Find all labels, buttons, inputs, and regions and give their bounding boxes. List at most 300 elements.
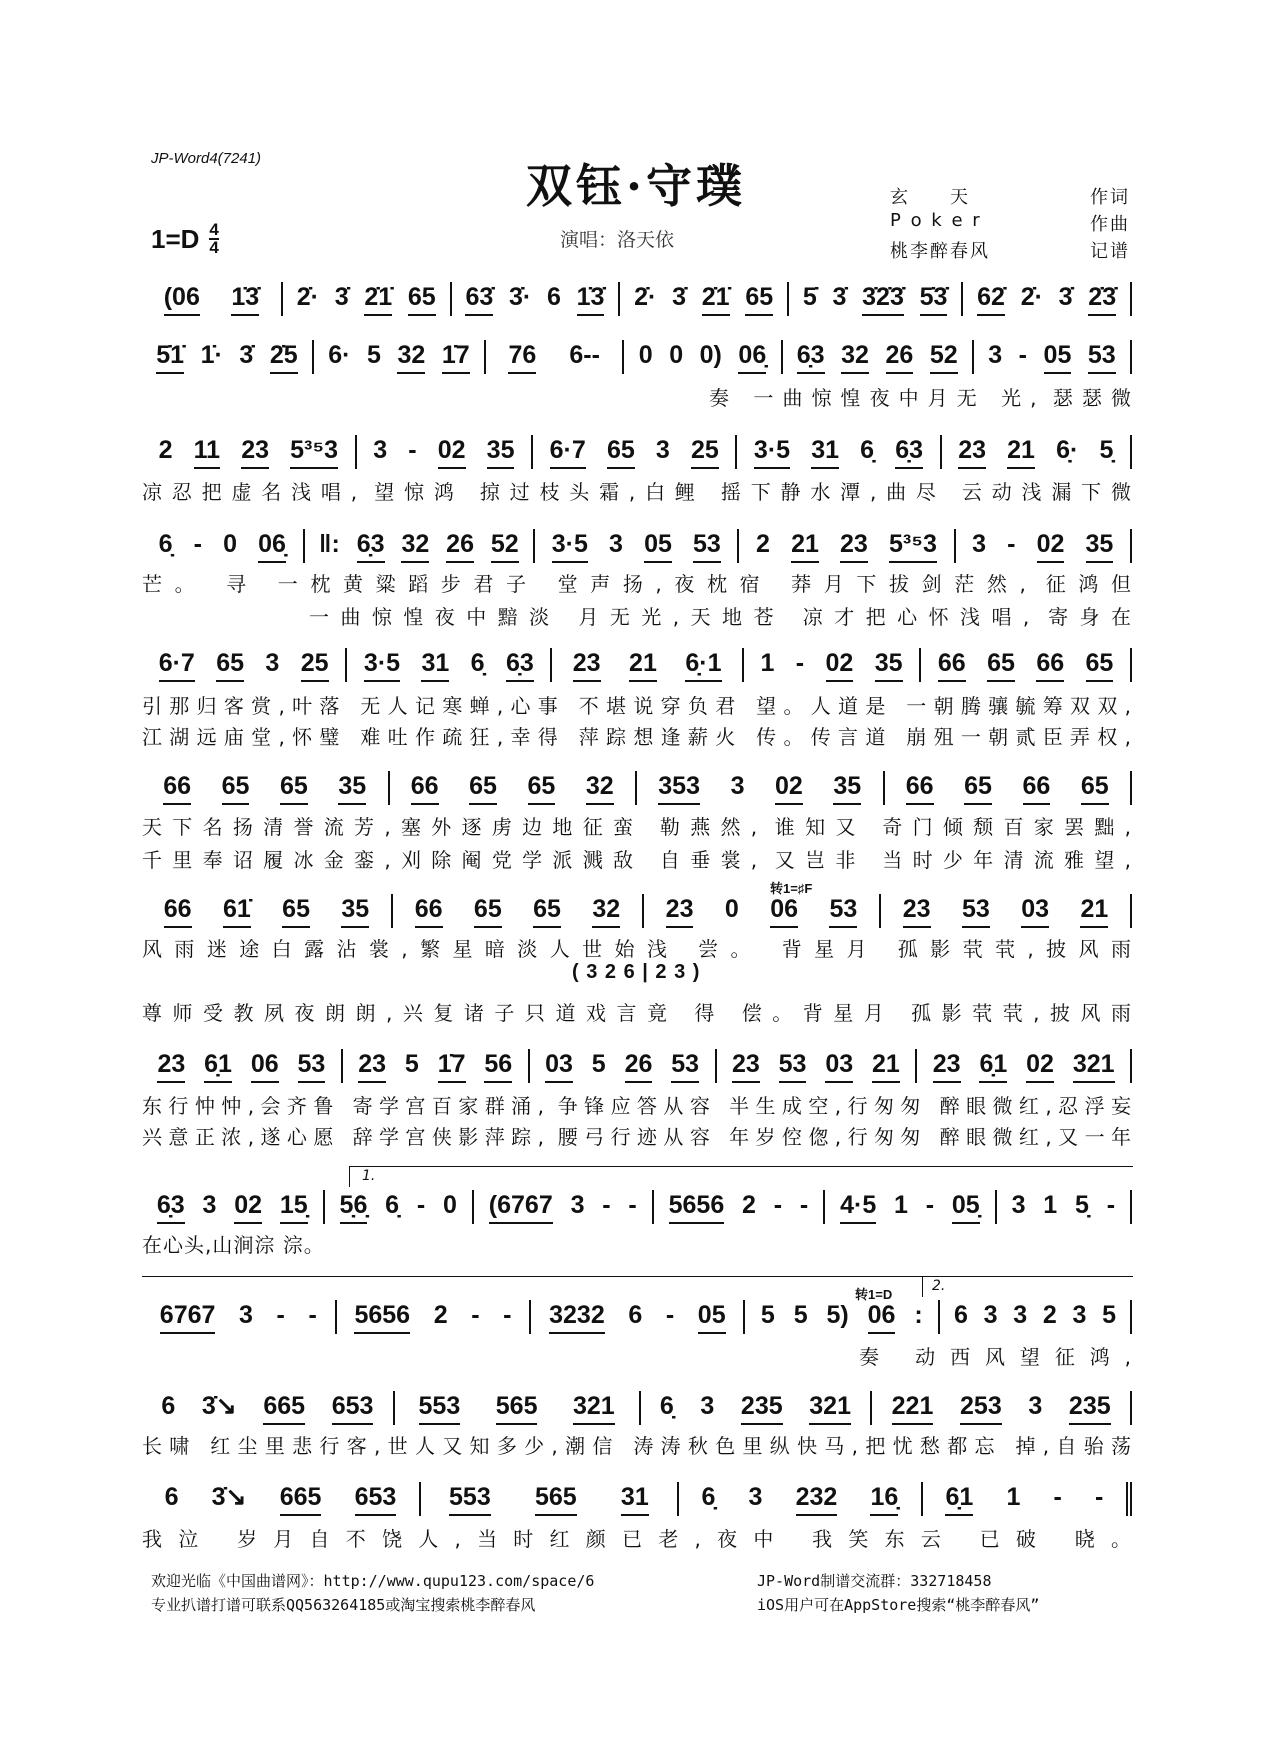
note-group: 23 — [732, 1050, 760, 1083]
note-group: 53 — [1088, 341, 1116, 374]
note-group: 06̣ — [738, 341, 766, 374]
lyric-line: 在心头,山涧淙 淙。 — [142, 1233, 325, 1257]
note-group: 02 — [234, 1191, 262, 1224]
time-signature — [209, 222, 218, 256]
note-group: 05 — [644, 530, 672, 563]
note-group: 06 — [770, 895, 798, 928]
music-system — [142, 1391, 1132, 1425]
note-group: 221 — [892, 1392, 934, 1425]
lyric-line: 一曲惊惶夜中黯淡 月无光,天地苍 凉才把心怀浅唱, 寄身在 — [309, 605, 1132, 629]
note-group: 6̣ — [860, 436, 875, 464]
note-group: 26 — [446, 530, 474, 563]
note-group: 03 — [545, 1050, 573, 1083]
note-group: - — [1018, 341, 1027, 369]
note-group: 6 — [161, 1392, 176, 1420]
measure — [142, 282, 283, 316]
note-group: 0 — [638, 341, 653, 369]
music-system — [142, 1300, 1132, 1334]
note-group: 5 — [793, 1301, 808, 1329]
note-group: 06̣ — [258, 530, 286, 563]
note-group: 6 — [164, 1483, 179, 1511]
measure — [142, 894, 393, 928]
measure — [533, 435, 737, 469]
measure — [531, 1300, 745, 1334]
lyric-line: 芒。 寻 一枕黄粱蹈步君子 堂声扬,夜枕宿 莽月下拔剑茫然, 征鸿但 — [142, 572, 1132, 596]
note-group: - — [408, 436, 417, 464]
note-group: 66 — [164, 895, 192, 928]
note-group: 5̇1̇ — [156, 341, 184, 374]
note-group: 3 — [988, 341, 1003, 369]
note-group: 3 — [748, 1483, 763, 1511]
note-group: 653 — [332, 1392, 374, 1425]
note-group: - — [193, 530, 202, 558]
measure — [390, 771, 638, 805]
note-group: 23 — [358, 1050, 386, 1083]
note-group: 06 — [868, 1301, 896, 1334]
note-group: 31 — [811, 436, 839, 469]
note-group: 53 — [693, 530, 721, 563]
note-group: 5̇3̇ — [920, 283, 948, 316]
credit-role: 作词 — [1090, 187, 1130, 208]
note-group: 353 — [658, 772, 700, 805]
music-system — [142, 1482, 1132, 1516]
measure — [872, 1391, 1132, 1425]
lyric-line: 凉忍把虚名浅唱, 望惊鸿 掠过枝头霜,白鲤 摇下静水潭,曲尽 云动浅漏下微 — [142, 480, 1132, 504]
note-group: 5 — [404, 1050, 419, 1078]
note-group: 2̇· — [634, 283, 657, 311]
note-group: 53 — [671, 1050, 699, 1083]
footer-site: 欢迎光临《中国曲谱网》：http://www.qupu123.com/space/6 — [151, 1572, 595, 1590]
measure — [552, 648, 743, 682]
note-group: 5 — [591, 1050, 606, 1078]
note-group: 1 — [760, 649, 775, 677]
note-group: 3̇ — [334, 283, 349, 311]
note-group: 6· — [328, 341, 351, 369]
note-group: 02 — [826, 649, 854, 682]
note-group: 2 — [742, 1191, 756, 1219]
note-group: 31 — [621, 1483, 649, 1516]
note-group: 23 — [903, 895, 931, 928]
music-system — [142, 435, 1132, 469]
credit-role: 记谱 — [1090, 241, 1130, 262]
note-group: - — [308, 1301, 317, 1329]
note-group: 6 — [546, 283, 561, 311]
note-group: 0 — [724, 895, 739, 923]
note-group: 3̇2̇3̇ — [862, 283, 904, 316]
note-group: 66 — [1023, 772, 1051, 805]
measure — [347, 648, 552, 682]
note-group: 23 — [958, 436, 986, 469]
note-group: 3 — [655, 436, 670, 464]
note-group: 3̇· — [509, 283, 532, 311]
note-group: 2̇5 — [270, 341, 298, 374]
music-system — [142, 1190, 1132, 1224]
note-group: 3̇↘ — [211, 1483, 247, 1511]
lyric-line: 尊师受教夙夜朗朗,兴复诸子只道戏言竟 得 偿。背星月 孤影茕茕,披风雨 — [142, 1001, 1132, 1025]
measure — [963, 282, 1132, 316]
note-group: 3·5 — [754, 436, 790, 469]
credit-lyricist — [890, 183, 1130, 209]
note-group: 35 — [338, 772, 366, 805]
note-group: 6̣ — [385, 1191, 400, 1219]
note-group: 02 — [775, 772, 803, 805]
note-group: 02 — [438, 436, 466, 469]
note-group: 3·5 — [364, 649, 400, 682]
note-group: 66 — [1036, 649, 1064, 682]
note-group: 2̇· — [1020, 283, 1043, 311]
measure — [142, 1391, 395, 1425]
note-group: 5³⁵3 — [290, 436, 338, 469]
note-group: 2 — [756, 530, 770, 558]
note-group: 23 — [840, 530, 868, 563]
note-group: - — [799, 1191, 809, 1219]
credit-composer — [890, 210, 1130, 236]
note-group: 3̇ — [832, 283, 847, 311]
note-group: 565 — [535, 1483, 577, 1516]
measure — [620, 282, 789, 316]
note-group: 52 — [491, 530, 519, 563]
note-group: 16̣ — [870, 1483, 898, 1516]
note-group: 05̣ — [952, 1191, 980, 1224]
note-group: - — [665, 1301, 675, 1329]
note-group: 65 — [1081, 772, 1109, 805]
note-group: 5̇ — [802, 283, 817, 311]
measure — [142, 1049, 343, 1083]
note-group: 03 — [1021, 895, 1049, 928]
note-group: - — [795, 649, 805, 677]
note-group: 5̣ — [1099, 436, 1114, 464]
note-group: - — [503, 1301, 512, 1329]
note-group: 02 — [1037, 530, 1065, 563]
note-group: 235 — [1069, 1392, 1111, 1425]
note-group: 2̇1̇ — [364, 283, 392, 316]
note-group: 5 — [367, 341, 381, 369]
note-group: 0 — [223, 530, 237, 558]
note-group: 2 — [158, 436, 173, 464]
key-signature — [151, 222, 219, 256]
measure — [142, 1300, 337, 1334]
note-group: 6̣3 — [506, 649, 534, 682]
note-group: 665 — [280, 1483, 322, 1516]
note-group: 65 — [987, 649, 1015, 682]
first-ending-label: 1. — [362, 1168, 376, 1184]
measure — [885, 771, 1133, 805]
note-group: 3 — [373, 436, 388, 464]
note-group: 35 — [833, 772, 861, 805]
note-group: 5̣ — [1075, 1191, 1089, 1219]
measure — [283, 282, 452, 316]
note-group: 1 — [1006, 1483, 1021, 1511]
singer: 演唱：洛天依 — [560, 229, 675, 251]
first-ending-bracket — [349, 1166, 1133, 1187]
note-group: 23 — [573, 649, 601, 682]
measure — [305, 529, 536, 563]
note-group: 5656 — [354, 1301, 410, 1334]
lyric-line: 我泣 岁月自不饶人,当时红颜已老,夜中 我笑东云 已破 晓。 — [142, 1527, 1132, 1551]
note-group: 235 — [741, 1392, 783, 1425]
note-group: 32 — [841, 341, 869, 374]
lyric-line: 江湖远庙堂,怀璧 难吐作疏狂,幸得 萍踪想逢薪火 传。传言道 崩殂一朝贰臣弄权, — [142, 725, 1132, 749]
measure — [637, 771, 885, 805]
measure — [717, 1049, 918, 1083]
note-group: 65 — [282, 895, 310, 928]
note-group: 52 — [930, 341, 958, 374]
note-group: 3 — [700, 1392, 715, 1420]
note-group: 2 — [433, 1301, 448, 1329]
note-group: 6̣3 — [357, 530, 385, 563]
note-group: 6̣1 — [945, 1483, 973, 1516]
note-group: 23 — [241, 436, 269, 469]
measure — [783, 340, 974, 374]
key-label: 1=D — [151, 223, 200, 254]
note-group: 65 — [280, 772, 308, 805]
note-group: 35 — [341, 895, 369, 928]
measure — [314, 340, 486, 374]
note-group: - — [1053, 1483, 1062, 1511]
measure — [940, 1300, 1132, 1334]
music-system — [142, 529, 1132, 563]
measure — [679, 1482, 923, 1516]
note-group: 3̇↘ — [201, 1392, 237, 1420]
credit-name: 桃李醉春风 — [890, 241, 990, 262]
measure — [921, 648, 1132, 682]
note-group: - — [416, 1191, 426, 1219]
note-group: 21 — [872, 1050, 900, 1083]
measure — [644, 894, 881, 928]
note-group: 26 — [625, 1050, 653, 1083]
note-group: 63̇ — [465, 283, 493, 316]
note-group: 6̣ — [158, 530, 173, 558]
note-group: 23 — [666, 895, 694, 928]
lyric-line: 东行忡忡,会齐鲁 寄学宫百家群涌, 争锋应答从容 半生成空,行匆匆 醉眼微红,忍浮妄 — [142, 1094, 1132, 1118]
note-group: 6 — [953, 1301, 968, 1329]
note-group: 3̇ — [1058, 283, 1073, 311]
lyric-line: 引那归客赏,叶落 无人记寒蝉,心事 不堪说穿负君 望。人道是 一朝腾骧毓筹双双, — [142, 694, 1132, 718]
note-group: 6̣ — [470, 649, 485, 677]
second-ending-label: 2. — [932, 1278, 946, 1294]
note-group: 53 — [298, 1050, 326, 1083]
note-group: - — [602, 1191, 611, 1219]
note-group: 1̇3̇ — [231, 283, 259, 316]
note-group: 665 — [263, 1392, 305, 1425]
music-system — [142, 894, 1132, 928]
music-system — [142, 1049, 1132, 1083]
note-group: 6̣3 — [797, 341, 825, 374]
note-group: 11 — [194, 436, 220, 469]
note-group: 66 — [906, 772, 934, 805]
measure — [917, 1049, 1132, 1083]
note-group: 6̣· — [1056, 436, 1079, 464]
note-group: 21 — [791, 530, 819, 563]
note-group: 66 — [163, 772, 191, 805]
credit-transcriber — [890, 237, 1130, 263]
lyric-line: 长啸 红尘里悲行客,世人又知多少,潮信 涛涛秋色里纵快马,把忧愁都忘 掉,自骀荡 — [142, 1434, 1132, 1458]
note-group: 6̣ — [701, 1483, 716, 1511]
measure — [142, 340, 314, 374]
note-group: 1̇7 — [442, 341, 470, 374]
note-group: 65 — [964, 772, 992, 805]
measure — [142, 771, 390, 805]
note-group: 553 — [419, 1392, 461, 1425]
note-group: 65 — [607, 436, 635, 469]
alternate-ending-notes: ( 3 2 6 | 2 3 ) — [572, 961, 701, 983]
note-group: 1 — [894, 1191, 908, 1219]
note-group: 0 — [443, 1191, 457, 1219]
note-group: 32 — [592, 895, 620, 928]
key-change-marking: 转1=D — [855, 1287, 893, 1302]
note-group: 4·5 — [840, 1191, 876, 1224]
note-group: 5 — [1102, 1301, 1117, 1329]
note-group: 321 — [809, 1392, 851, 1425]
measure — [486, 340, 625, 374]
note-group: 3 — [239, 1301, 253, 1329]
measure — [789, 282, 963, 316]
lyric-line: 兴意正浓,遂心愿 辞学宫侠影萍踪, 腰弓行迹从容 年岁倥偬,行匆匆 醉眼微红,又一年 — [142, 1125, 1132, 1149]
note-group: 65 — [408, 283, 436, 316]
measure — [142, 648, 347, 682]
lyric-line: 奏 动西风望征鸿, — [859, 1345, 1132, 1369]
measure — [530, 1049, 717, 1083]
note-group: - — [1007, 530, 1016, 558]
note-group: 1̇3̇ — [577, 283, 605, 316]
note-group: 6̣1 — [979, 1050, 1007, 1083]
note-group: 03 — [825, 1050, 853, 1083]
note-group: 66 — [938, 649, 966, 682]
measure — [535, 529, 739, 563]
measure — [737, 435, 941, 469]
note-group: - — [925, 1191, 935, 1219]
note-group: 253 — [960, 1392, 1002, 1425]
note-group: ‖: — [319, 530, 340, 558]
measure — [739, 529, 955, 563]
measure — [654, 1190, 825, 1224]
note-group: - — [1095, 1483, 1104, 1511]
note-group: (6767 — [489, 1191, 553, 1224]
note-group: (06 — [164, 283, 200, 316]
note-group: - — [276, 1301, 285, 1329]
song-title: 双钰·守璞 — [525, 159, 746, 213]
key-change-marking: 转1=♯F — [770, 881, 813, 896]
note-group: 3 — [1028, 1392, 1043, 1420]
note-group: - — [471, 1301, 480, 1329]
note-group: 23 — [157, 1050, 185, 1083]
lyric-line: 千里奉诏履冰金銮,刈除阉党学派溅敌 自垂裳, 又岂非 当时少年清流雅望, — [142, 848, 1132, 872]
lyric-line: 风雨迷途白露沾裳,繁星暗淡人世始浅 尝。 背星月 孤影茕茕,披风雨 — [142, 937, 1132, 961]
measure — [881, 894, 1132, 928]
note-group: 65 — [474, 895, 502, 928]
note-group: 0) — [699, 341, 722, 369]
footer-ios: iOS用户可在AppStore搜索“桃李醉春风” — [757, 1596, 1040, 1614]
time-top: 4 — [209, 220, 219, 239]
credit-name: 玄 天 — [890, 187, 970, 208]
lyric-line: 天下名扬清誉流芳,塞外逐虏边地征蛮 勒燕然, 谁知又 奇门倾颓百家罢黜, — [142, 815, 1132, 839]
note-group: 5̣6̣ — [340, 1191, 368, 1224]
note-group: 2̇· — [296, 283, 319, 311]
note-group: 2̇3̇ — [1088, 283, 1116, 316]
music-system — [142, 282, 1132, 316]
measure — [452, 282, 621, 316]
note-group: 1 — [1043, 1191, 1058, 1219]
note-group: 05 — [1044, 341, 1072, 374]
note-group: 23 — [933, 1050, 961, 1083]
note-group: 06 — [251, 1050, 279, 1083]
measure — [745, 1300, 940, 1334]
note-group: 53 — [962, 895, 990, 928]
note-group: 553 — [449, 1483, 491, 1516]
note-group: 6̣ — [659, 1392, 674, 1420]
measure — [357, 435, 533, 469]
note-group: 5 — [760, 1301, 775, 1329]
measure — [421, 1482, 679, 1516]
note-group: 3 — [1011, 1191, 1026, 1219]
note-group: 321 — [1073, 1050, 1115, 1083]
note-group: 653 — [355, 1483, 397, 1516]
measure — [956, 529, 1132, 563]
time-bottom: 4 — [209, 238, 219, 257]
note-group: 6767 — [160, 1301, 216, 1334]
note-group: 21 — [629, 649, 657, 682]
measure — [825, 1190, 996, 1224]
note-group: 6-- — [569, 341, 600, 369]
measure — [142, 1482, 421, 1516]
credit-name: P o k e r — [890, 210, 982, 231]
note-group: 3232 — [549, 1301, 605, 1334]
note-group: 2 — [1042, 1301, 1057, 1329]
note-group: : — [914, 1301, 923, 1329]
note-group: 6̣3 — [157, 1191, 185, 1224]
note-group: 5656 — [669, 1191, 725, 1224]
note-group: 3 — [609, 530, 623, 558]
credit-role: 作曲 — [1090, 214, 1130, 235]
measure — [997, 1190, 1132, 1224]
software-label: JP-Word4(7241) — [151, 150, 262, 167]
note-group: 53 — [829, 895, 857, 928]
note-group: 3 — [972, 530, 986, 558]
note-group: 6̣1 — [204, 1050, 232, 1083]
note-group: 1̇· — [200, 341, 223, 369]
note-group: 21 — [1007, 436, 1035, 469]
music-system — [142, 340, 1132, 374]
note-group: 65 — [533, 895, 561, 928]
note-group: 5) — [826, 1301, 849, 1329]
note-group: 62̇ — [977, 283, 1005, 316]
measure — [142, 529, 305, 563]
measure — [974, 340, 1132, 374]
note-group: - — [773, 1191, 783, 1219]
note-group: 0 — [669, 341, 684, 369]
note-group: 65 — [528, 772, 556, 805]
note-group: 76 — [508, 341, 536, 374]
note-group: 66 — [411, 772, 439, 805]
measure — [142, 1190, 325, 1224]
note-group: 3 — [265, 649, 280, 677]
note-group: 25 — [301, 649, 329, 682]
note-group: 66 — [415, 895, 443, 928]
note-group: 65 — [216, 649, 244, 682]
note-group: 26 — [886, 341, 914, 374]
footer-group: JP-Word制谱交流群：332718458 — [757, 1572, 992, 1590]
note-group: 3·5 — [552, 530, 588, 563]
note-group: 3 — [1013, 1301, 1028, 1329]
note-group: 3 — [570, 1191, 585, 1219]
measure — [142, 435, 357, 469]
note-group: 3̇ — [239, 341, 254, 369]
second-ending-bracket — [922, 1276, 1133, 1297]
note-group: 61̇ — [223, 895, 251, 928]
note-group: 65 — [222, 772, 250, 805]
note-group: 3 — [202, 1191, 217, 1219]
note-group: 53 — [779, 1050, 807, 1083]
